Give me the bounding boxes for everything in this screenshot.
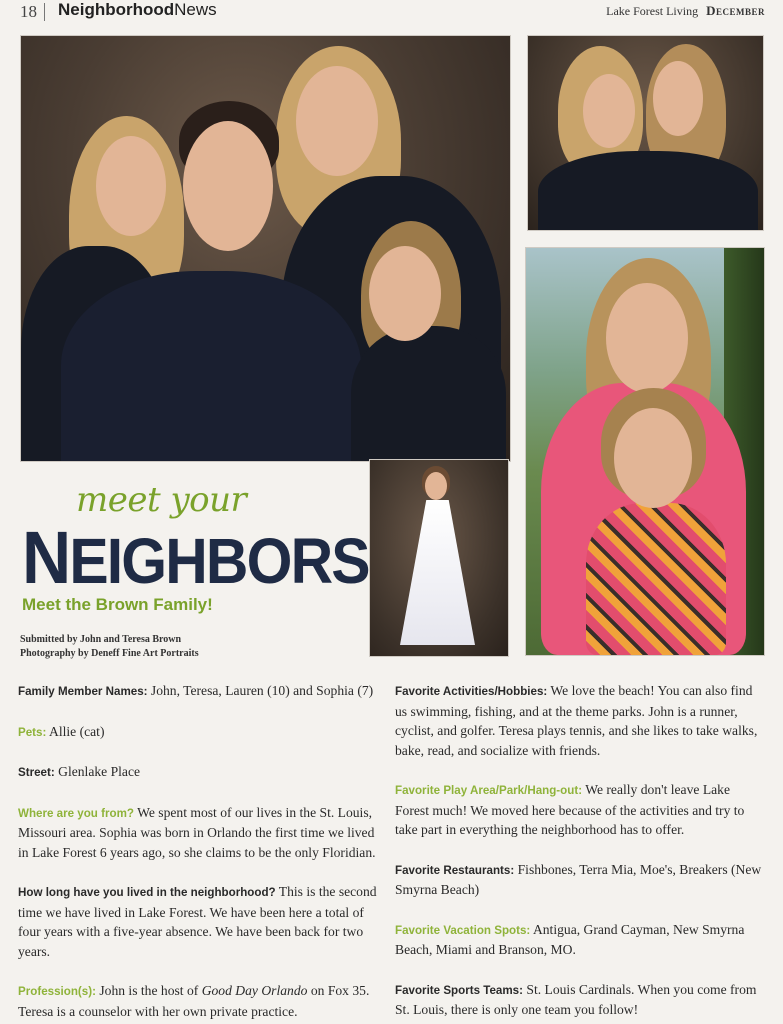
entry-label: Favorite Restaurants:	[395, 863, 515, 877]
entry-label: Favorite Sports Teams:	[395, 983, 523, 997]
left-column	[18, 681, 383, 1021]
right-column	[395, 681, 765, 1020]
girl-in-white-dress-photo	[369, 459, 509, 657]
entry-text: We really don't leave Lake Forest much! We moved here because of the activities and try to take part in everything the neighborhood has to offer.	[395, 782, 745, 837]
entry-label: Profession(s):	[18, 985, 96, 998]
daughter-face	[653, 61, 703, 136]
girl-right-body	[351, 326, 506, 462]
bodies	[538, 151, 758, 231]
entry-label: Where are you from?	[18, 806, 134, 820]
section-title-bold: Neighborhood	[58, 0, 175, 19]
header-divider	[44, 3, 45, 21]
mother-face	[583, 74, 635, 148]
publication-header	[606, 3, 765, 19]
white-dress	[400, 500, 475, 645]
entry-label: Family Member Names:	[18, 685, 148, 698]
feature-title-rest: EIGHBORS	[69, 525, 369, 597]
entry-family-names	[18, 681, 383, 702]
girl-right-face	[369, 246, 441, 341]
entry-text: Allie (cat)	[46, 723, 105, 739]
feature-title-initial: N	[22, 516, 70, 599]
entry-label: Favorite Play Area/Park/Hang-out:	[395, 784, 583, 797]
feature-title	[22, 515, 369, 600]
show-title: Good Day Orlando	[201, 983, 308, 998]
submitted-by: Submitted by John and Teresa Brown	[20, 634, 182, 645]
mother-daughter-photo	[527, 35, 764, 231]
entry-text: We love the beach! You can also find us swimming, fishing, and at the theme parks. John is a runner, cyclist, and golfer. Teresa plays tennis, and she likes to take walks, bake, read, and socialize with friends.	[395, 683, 758, 758]
younger-sister-face	[614, 408, 692, 508]
entry-vacation	[395, 920, 765, 960]
father-body	[61, 271, 361, 462]
entry-professions	[18, 981, 383, 1021]
entry-play-area	[395, 780, 765, 840]
issue-month: December	[706, 3, 765, 18]
credits	[20, 633, 199, 661]
photography-credit: Photography by Deneff Fine Art Portraits	[20, 648, 199, 659]
entry-label: Street:	[18, 766, 55, 779]
mother-face	[296, 66, 378, 176]
page-number: 18	[20, 2, 37, 21]
publication-name: Lake Forest Living	[606, 4, 699, 18]
girl-face	[425, 472, 447, 500]
entry-street	[18, 762, 383, 783]
section-title	[58, 0, 217, 20]
entry-label: How long have you lived in the neighborhood?	[18, 886, 276, 899]
feature-kicker: meet your	[76, 480, 247, 520]
feature-subtitle: Meet the Brown Family!	[22, 595, 213, 614]
entry-text: on Fox 35. Teresa is a counselor with her own private practice.	[18, 983, 370, 1019]
entry-label: Favorite Vacation Spots:	[395, 923, 531, 937]
entry-restaurants	[395, 860, 765, 900]
entry-how-long	[18, 882, 383, 961]
entry-text: We spent most of our lives in the St. Louis, Missouri area. Sophia was born in Orlando the first time we lived in Lake Forest 6 years ago, so she claims to be the only Floridian.	[18, 804, 376, 860]
entry-where-from	[18, 803, 383, 863]
entry-text: John, Teresa, Lauren (10) and Sophia (7)	[147, 683, 374, 698]
section-title-light: News	[174, 0, 217, 19]
girl-left-face	[96, 136, 166, 236]
younger-sister-body	[586, 503, 726, 655]
entry-label: Favorite Activities/Hobbies:	[395, 685, 548, 698]
father-face	[183, 121, 273, 251]
entry-text: John is the host of	[95, 983, 202, 998]
sisters-outdoor-photo	[525, 247, 765, 656]
entry-text: Antigua, Grand Cayman, New Smyrna Beach, Miami and Branson, MO.	[395, 921, 745, 957]
entry-hobbies	[395, 681, 765, 760]
entry-label: Pets:	[18, 725, 47, 739]
entry-pets	[18, 722, 383, 743]
entry-sports	[395, 980, 765, 1020]
entry-text: This is the second time we have lived in Lake Forest. We have been here a total of four years with a five-year absence. We have been back for two years.	[18, 884, 377, 959]
entry-text: Fishbones, Terra Mia, Moe's, Breakers (New Smyrna Beach)	[395, 861, 762, 897]
entry-text: St. Louis Cardinals. When you come from St. Louis, there is only one team you follow!	[395, 981, 757, 1017]
entry-text: Glenlake Place	[54, 764, 141, 779]
family-portrait-photo	[20, 35, 511, 462]
older-sister-face	[606, 283, 688, 393]
